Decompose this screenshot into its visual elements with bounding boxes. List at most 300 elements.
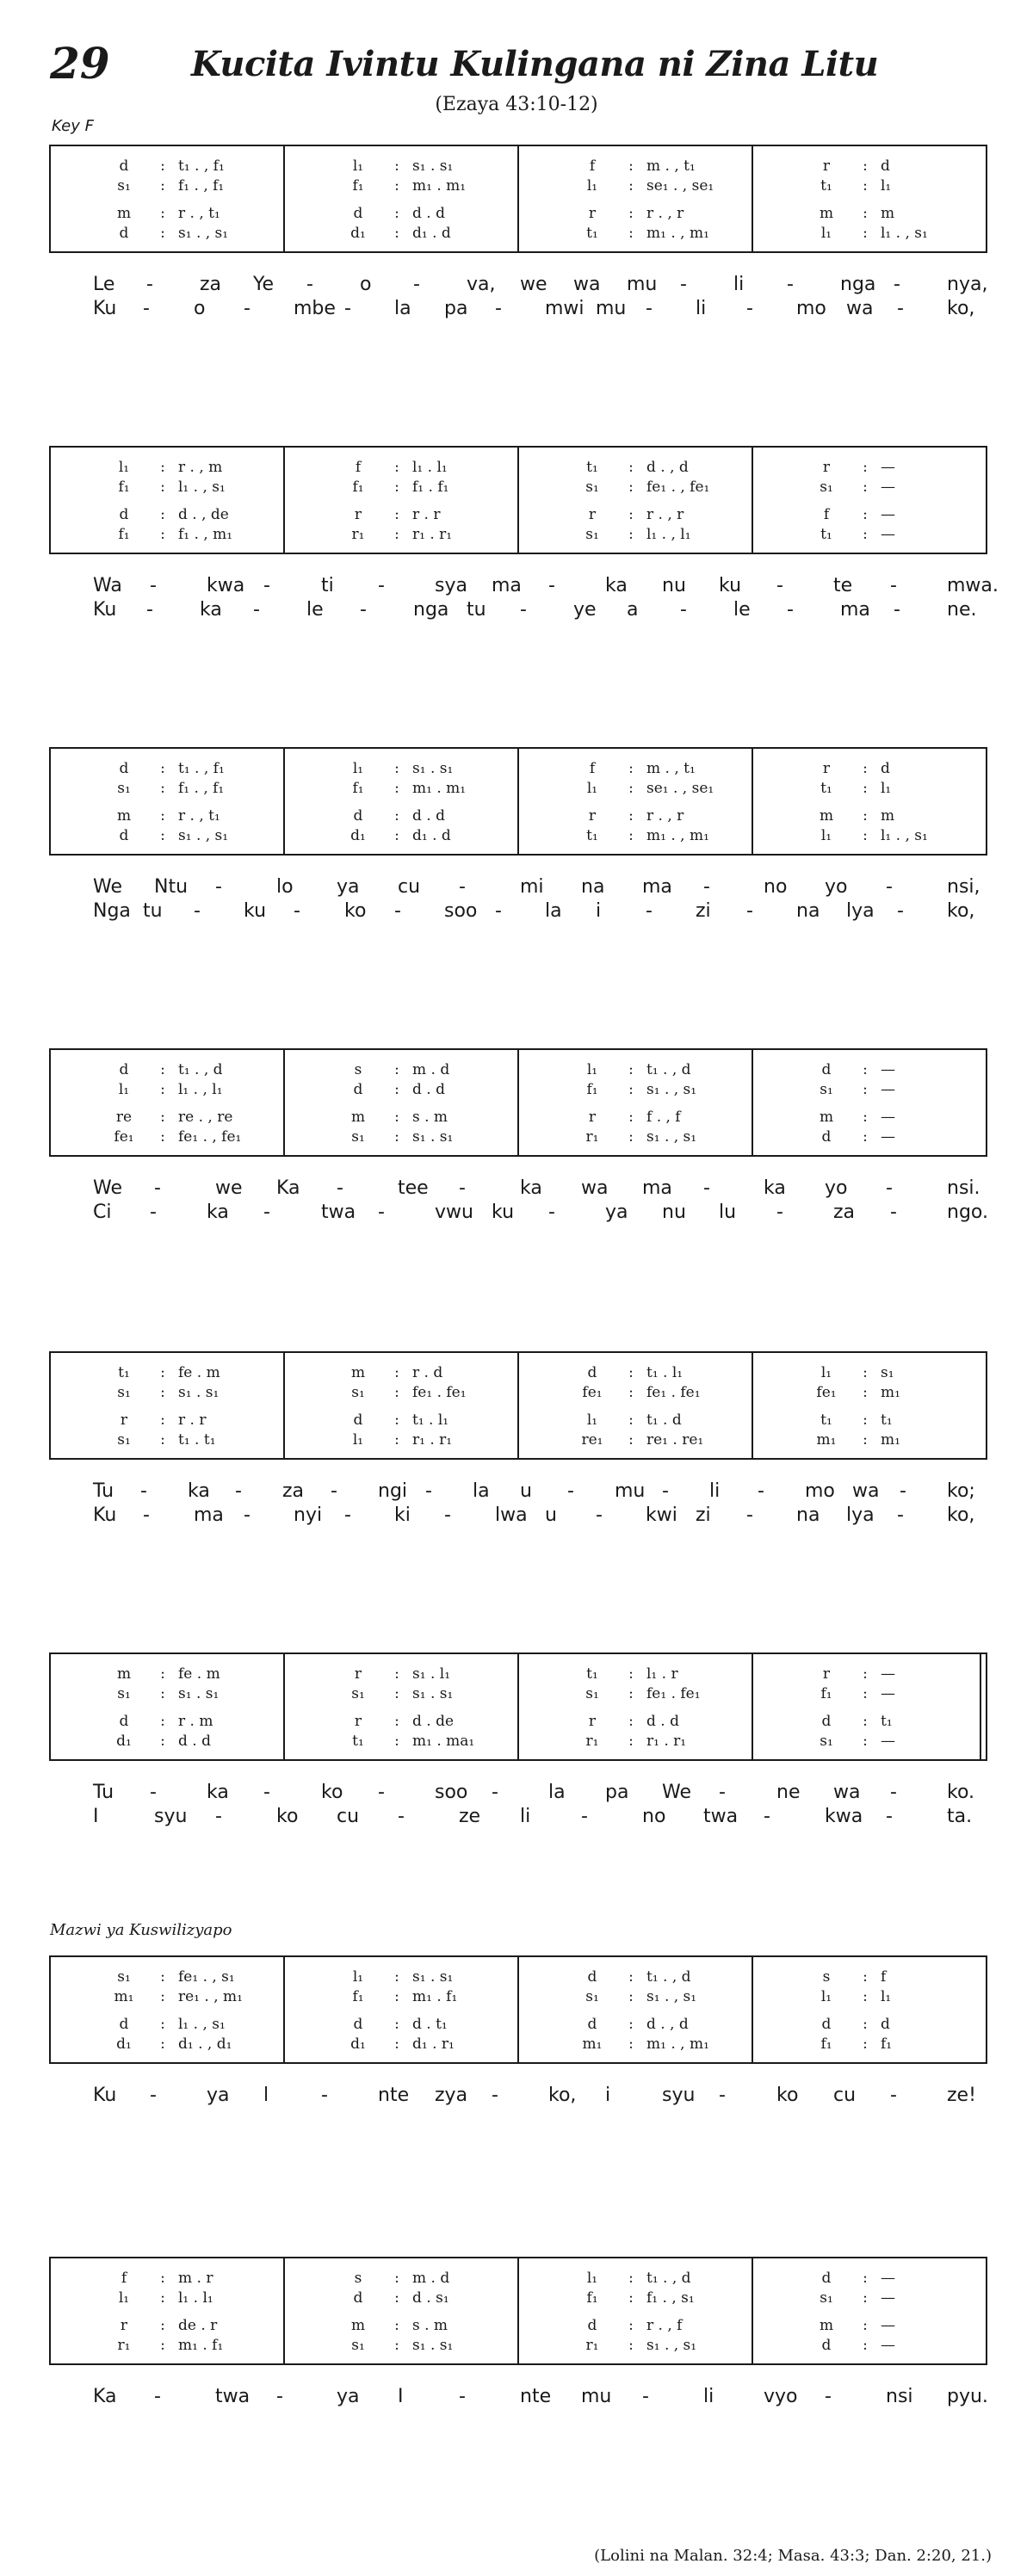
beat-separator: : <box>160 1081 165 1098</box>
score-box <box>49 1955 987 2064</box>
voice-part <box>285 1967 517 1987</box>
beat-separator: : <box>394 1109 399 1126</box>
voice-part <box>519 504 752 525</box>
sol-fa-note: s₁ <box>351 1384 365 1401</box>
syllable-hyphen: - <box>776 575 783 596</box>
sol-fa-note: m <box>116 1665 132 1683</box>
sol-fa-note: m₁ <box>881 1431 900 1449</box>
sol-fa-note: m₁ <box>582 2035 603 2053</box>
lyric-syllable: ya <box>207 2085 230 2106</box>
lyric-syllable: nu <box>662 1202 686 1223</box>
voice-part <box>51 223 283 244</box>
lyric-line <box>0 1176 1033 1202</box>
voice-part <box>753 524 986 545</box>
sol-fa-note: d . d <box>646 1713 679 1730</box>
lyric-syllable: le <box>306 599 324 621</box>
syllable-hyphen: - <box>394 900 401 922</box>
sol-fa-note: d . , d <box>646 2016 689 2033</box>
beat-separator: : <box>863 827 868 844</box>
syllable-hyphen: - <box>253 599 260 621</box>
score-box <box>49 1351 987 1460</box>
sol-fa-note: — <box>881 2289 895 2307</box>
voice-part <box>753 1683 986 1704</box>
lyric-syllable: nga <box>413 599 449 621</box>
sol-fa-note: t₁ . , d <box>646 1968 691 1986</box>
lyric-syllable: We <box>93 1177 122 1199</box>
voice-part <box>753 223 986 244</box>
syllable-hyphen: - <box>154 2386 161 2407</box>
sol-fa-note: — <box>881 1061 895 1078</box>
lyric-syllable: la <box>548 1782 566 1803</box>
beat-separator: : <box>394 2035 399 2053</box>
voice-part <box>51 1410 283 1430</box>
lyric-syllable: ku <box>492 1202 515 1223</box>
sol-fa-note: r <box>822 760 831 777</box>
voice-part <box>285 176 517 196</box>
beat-separator: : <box>628 177 634 195</box>
voice-part <box>519 1986 752 2007</box>
syllable-hyphen: - <box>642 2386 649 2407</box>
sol-fa-note: f₁ . , f₁ <box>178 177 225 195</box>
lyric-syllable: ma <box>642 1177 672 1199</box>
sol-fa-note: d <box>587 1364 597 1381</box>
syllable-hyphen: - <box>398 1806 405 1827</box>
syllable-hyphen: - <box>746 900 753 922</box>
syllable-hyphen: - <box>244 1504 251 1526</box>
beat-separator: : <box>863 177 868 195</box>
voice-part <box>51 2288 283 2308</box>
measure <box>51 448 283 553</box>
lyric-syllable: twa <box>321 1202 356 1223</box>
sol-fa-note: m₁ . m₁ <box>412 780 467 797</box>
sol-fa-note: f₁ <box>352 780 364 797</box>
sol-fa-note: s₁ <box>820 1081 833 1098</box>
music-system <box>0 446 1033 635</box>
beat-separator: : <box>628 2289 634 2307</box>
sol-fa-note: r₁ <box>585 1128 599 1146</box>
beat-separator: : <box>160 1988 165 2005</box>
sol-fa-note: m . d <box>412 2270 450 2287</box>
voice-part <box>753 758 986 779</box>
syllable-hyphen: - <box>492 1782 498 1803</box>
beat-separator: : <box>394 506 399 523</box>
voice-part <box>285 758 517 779</box>
lyric-syllable: ko, <box>548 2085 577 2106</box>
voice-part <box>519 1430 752 1450</box>
syllable-hyphen: - <box>459 1177 466 1199</box>
lyric-syllable: wa <box>852 1480 880 1502</box>
lyric-syllable: Ci <box>93 1202 112 1223</box>
sol-fa-note: l₁ <box>881 780 892 797</box>
voice-part <box>51 1683 283 1704</box>
sol-fa-note: fe₁ . fe₁ <box>646 1685 701 1702</box>
score-box <box>49 1048 987 1157</box>
lyric-syllable: nte <box>520 2386 552 2407</box>
beat-separator: : <box>160 205 165 222</box>
syllable-hyphen: - <box>886 1806 893 1827</box>
sol-fa-note: f₁ <box>586 1081 598 1098</box>
sol-fa-note: t₁ <box>586 459 598 476</box>
syllable-hyphen: - <box>321 2085 328 2106</box>
sol-fa-note: r <box>822 158 831 175</box>
voice-part <box>285 2268 517 2289</box>
sol-fa-note: t₁ <box>118 1364 130 1381</box>
beat-separator: : <box>160 2016 165 2033</box>
voice-part <box>519 1683 752 1704</box>
lyric-syllable: yo <box>825 1177 848 1199</box>
beat-separator: : <box>394 1733 399 1750</box>
lyric-syllable: ti <box>321 575 334 596</box>
voice-part <box>285 223 517 244</box>
sol-fa-note: fe₁ . , s₁ <box>178 1968 235 1986</box>
voice-part <box>51 2335 283 2356</box>
voice-part <box>51 1362 283 1383</box>
sol-fa-note: de . r <box>178 2317 218 2334</box>
voice-part <box>519 2335 752 2356</box>
beat-separator: : <box>863 2289 868 2307</box>
lyric-syllable: Nga <box>93 900 131 922</box>
voice-part <box>285 1079 517 1100</box>
lyric-syllable: li <box>733 274 745 295</box>
lyric-syllable: soo <box>444 900 478 922</box>
sol-fa-note: d . , de <box>178 506 229 523</box>
score-box <box>49 2257 987 2365</box>
lyric-syllable: cu <box>398 876 421 898</box>
lyric-syllable: za <box>833 1202 856 1223</box>
voice-part <box>519 203 752 224</box>
beat-separator: : <box>628 1733 634 1750</box>
syllable-hyphen: - <box>719 2085 726 2106</box>
sol-fa-note: r <box>588 1713 597 1730</box>
beat-separator: : <box>863 526 868 543</box>
voice-part <box>753 778 986 799</box>
sol-fa-note: r . d <box>412 1364 443 1381</box>
syllable-hyphen: - <box>459 2386 466 2407</box>
beat-separator: : <box>628 1988 634 2005</box>
sol-fa-note: s <box>822 1968 831 1986</box>
sol-fa-note: m₁ . f₁ <box>178 2337 224 2354</box>
sol-fa-note: fe₁ <box>816 1384 837 1401</box>
sol-fa-note: r <box>120 2317 128 2334</box>
measure <box>519 1353 752 1458</box>
lyric-syllable: ngi <box>378 1480 408 1502</box>
sol-fa-note: t₁ <box>820 526 832 543</box>
sol-fa-note: l₁ <box>586 1412 598 1429</box>
lyric-syllable: nyi <box>294 1504 323 1526</box>
beat-separator: : <box>863 1713 868 1730</box>
lyric-line <box>0 1780 1033 1806</box>
beat-separator: : <box>628 1713 634 1730</box>
sol-fa-note: l₁ . , l₁ <box>178 1081 223 1098</box>
sol-fa-note: s₁ <box>881 1364 894 1381</box>
sol-fa-note: — <box>881 1128 895 1146</box>
lyric-line <box>0 296 1033 322</box>
sol-fa-note: — <box>881 1109 895 1126</box>
lyric-syllable: kwi <box>646 1504 677 1526</box>
lyric-syllable: Ye <box>253 274 275 295</box>
lyric-syllable: nu <box>662 575 686 596</box>
beat-separator: : <box>160 2317 165 2334</box>
lyric-syllable: nsi <box>886 2386 913 2407</box>
sol-fa-note: — <box>881 506 895 523</box>
sol-fa-note: t₁ <box>586 225 598 242</box>
lyric-syllable: ki <box>394 1504 411 1526</box>
syllable-hyphen: - <box>567 1480 574 1502</box>
beat-separator: : <box>160 780 165 797</box>
lyric-syllable: ya <box>605 1202 628 1223</box>
lyric-syllable: na <box>796 1504 820 1526</box>
beat-separator: : <box>628 459 634 476</box>
sol-fa-note: d <box>821 1128 832 1146</box>
syllable-hyphen: - <box>263 575 270 596</box>
syllable-hyphen: - <box>886 876 893 898</box>
beat-separator: : <box>160 2270 165 2287</box>
sol-fa-note: r . r <box>178 1412 207 1429</box>
lyric-line <box>0 2384 1033 2410</box>
measure <box>285 1654 517 1759</box>
sol-fa-note: t₁ . l₁ <box>412 1412 449 1429</box>
voice-part <box>285 806 517 826</box>
voice-part <box>519 223 752 244</box>
syllable-hyphen: - <box>890 2085 897 2106</box>
syllable-hyphen: - <box>897 298 904 319</box>
beat-separator: : <box>160 177 165 195</box>
lyric-syllable: vyo <box>764 2386 798 2407</box>
voice-part <box>753 477 986 497</box>
lyric-line <box>0 2083 1033 2109</box>
sol-fa-note: m₁ . ma₁ <box>412 1733 475 1750</box>
syllable-hyphen: - <box>146 599 153 621</box>
sol-fa-note: f₁ . , f₁ <box>178 780 225 797</box>
beat-separator: : <box>863 479 868 496</box>
syllable-hyphen: - <box>520 599 527 621</box>
lyric-syllable: la <box>545 900 562 922</box>
lyric-syllable: o <box>360 274 372 295</box>
sol-fa-note: s₁ . s₁ <box>178 1384 220 1401</box>
lyric-syllable: Wa <box>93 575 122 596</box>
sol-fa-note: s₁ . , s₁ <box>646 1081 697 1098</box>
sol-fa-note: d <box>353 2289 363 2307</box>
voice-part <box>753 156 986 176</box>
sol-fa-note: s₁ . s₁ <box>412 760 454 777</box>
voice-part <box>285 1362 517 1383</box>
beat-separator: : <box>863 1412 868 1429</box>
sol-fa-note: l₁ <box>352 1968 364 1986</box>
beat-separator: : <box>394 2337 399 2354</box>
beat-separator: : <box>394 2317 399 2334</box>
beat-separator: : <box>863 807 868 825</box>
sol-fa-note: l₁ . , l₁ <box>646 526 691 543</box>
hymn-title: Kucita Ivintu Kulingana ni Zina Litu <box>191 44 879 84</box>
sol-fa-note: s₁ <box>117 1968 131 1986</box>
sol-fa-note: f₁ . , s₁ <box>646 2289 695 2307</box>
beat-separator: : <box>394 158 399 175</box>
beat-separator: : <box>394 1968 399 1986</box>
sol-fa-note: fe . m <box>178 1665 220 1683</box>
beat-separator: : <box>628 807 634 825</box>
syllable-hyphen: - <box>890 1202 897 1223</box>
measure <box>519 1050 752 1155</box>
measure <box>753 1050 986 1155</box>
beat-separator: : <box>628 2270 634 2287</box>
sol-fa-note: l₁ <box>820 827 832 844</box>
sol-fa-note: d . d <box>178 1733 211 1750</box>
sol-fa-note: r₁ . r₁ <box>412 526 453 543</box>
beat-separator: : <box>863 1109 868 1126</box>
sol-fa-note: f₁ <box>352 479 364 496</box>
sol-fa-note: d <box>587 2317 597 2334</box>
beat-separator: : <box>863 1988 868 2005</box>
syllable-hyphen: - <box>581 1806 588 1827</box>
lyric-syllable: ta. <box>947 1806 973 1827</box>
sol-fa-note: r <box>588 1109 597 1126</box>
sol-fa-note: d <box>353 807 363 825</box>
syllable-hyphen: - <box>680 274 687 295</box>
beat-separator: : <box>863 225 868 242</box>
voice-part <box>51 778 283 799</box>
sol-fa-note: — <box>881 479 895 496</box>
sol-fa-note: d . de <box>412 1713 455 1730</box>
voice-part <box>51 457 283 478</box>
voice-part <box>51 1079 283 1100</box>
beat-separator: : <box>160 827 165 844</box>
music-system <box>0 2257 1033 2446</box>
sol-fa-note: l₁ <box>118 459 130 476</box>
syllable-hyphen: - <box>294 900 300 922</box>
beat-separator: : <box>394 205 399 222</box>
lyric-syllable: zi <box>696 900 711 922</box>
beat-separator: : <box>160 2035 165 2053</box>
lyric-syllable: twa <box>703 1806 739 1827</box>
syllable-hyphen: - <box>894 274 900 295</box>
beat-separator: : <box>863 1081 868 1098</box>
measure <box>285 1957 517 2062</box>
syllable-hyphen: - <box>890 1782 897 1803</box>
sol-fa-note: t₁ . l₁ <box>646 1364 684 1381</box>
syllable-hyphen: - <box>787 274 794 295</box>
voice-part <box>51 1711 283 1732</box>
syllable-hyphen: - <box>703 876 710 898</box>
sol-fa-note: s₁ . s₁ <box>412 158 454 175</box>
sol-fa-note: d <box>353 1412 363 1429</box>
voice-part <box>285 457 517 478</box>
beat-separator: : <box>628 2016 634 2033</box>
lyric-syllable: ko, <box>947 1504 975 1526</box>
sol-fa-note: d . d <box>412 205 445 222</box>
lyric-syllable: Tu <box>93 1782 114 1803</box>
lyric-syllable: ka <box>605 575 628 596</box>
voice-part <box>519 1079 752 1100</box>
lyric-syllable: mu <box>627 274 658 295</box>
sol-fa-note: s₁ . , s₁ <box>178 827 229 844</box>
voice-part <box>519 2288 752 2308</box>
voice-part <box>285 778 517 799</box>
sol-fa-note: s . m <box>412 2317 448 2334</box>
sol-fa-note: fe₁ . , fe₁ <box>646 479 710 496</box>
sol-fa-note: s₁ <box>351 2337 365 2354</box>
syllable-hyphen: - <box>150 575 157 596</box>
beat-separator: : <box>863 1364 868 1381</box>
sol-fa-note: m₁ . , m₁ <box>646 827 709 844</box>
sol-fa-note: d <box>821 1713 832 1730</box>
sol-fa-note: m <box>881 807 895 825</box>
sol-fa-note: s₁ <box>117 1685 131 1702</box>
lyric-syllable: lu <box>719 1202 737 1223</box>
beat-separator: : <box>394 2270 399 2287</box>
sol-fa-note: — <box>881 1665 895 1683</box>
lyric-syllable: ze! <box>947 2085 976 2106</box>
beat-separator: : <box>394 1988 399 2005</box>
beat-separator: : <box>863 760 868 777</box>
sol-fa-note: d <box>119 225 129 242</box>
beat-separator: : <box>394 459 399 476</box>
lyric-syllable: tu <box>467 599 486 621</box>
syllable-hyphen: - <box>263 1782 270 1803</box>
syllable-hyphen: - <box>495 298 502 319</box>
sol-fa-note: s₁ <box>585 479 599 496</box>
score-box <box>49 747 987 856</box>
voice-part <box>285 1059 517 1080</box>
beat-separator: : <box>160 526 165 543</box>
voice-part <box>753 1079 986 1100</box>
sol-fa-note: d <box>353 2016 363 2033</box>
sol-fa-note: m₁ . f₁ <box>412 1988 458 2005</box>
lyric-syllable: wa <box>573 274 601 295</box>
lyric-line <box>0 899 1033 924</box>
lyric-syllable: u <box>545 1504 557 1526</box>
lyric-syllable: mo <box>796 298 826 319</box>
syllable-hyphen: - <box>331 1480 337 1502</box>
voice-part <box>519 758 752 779</box>
beat-separator: : <box>394 760 399 777</box>
beat-separator: : <box>394 1412 399 1429</box>
voice-part <box>285 1127 517 1147</box>
measure <box>519 448 752 553</box>
sol-fa-note: — <box>881 1081 895 1098</box>
sol-fa-note: s₁ <box>585 1685 599 1702</box>
beat-separator: : <box>160 479 165 496</box>
sol-fa-note: m . r <box>178 2270 213 2287</box>
sol-fa-note: s₁ <box>820 2289 833 2307</box>
lyric-line <box>0 874 1033 900</box>
syllable-hyphen: - <box>215 1806 222 1827</box>
beat-separator: : <box>160 1713 165 1730</box>
measure <box>51 1654 283 1759</box>
sol-fa-note: f . , f <box>646 1109 681 1126</box>
syllable-hyphen: - <box>495 900 502 922</box>
sol-fa-note: fe₁ <box>114 1128 134 1146</box>
beat-separator: : <box>394 1665 399 1683</box>
sol-fa-note: m <box>116 807 132 825</box>
syllable-hyphen: - <box>276 2386 283 2407</box>
beat-separator: : <box>628 827 634 844</box>
sol-fa-note: fe₁ . fe₁ <box>412 1384 467 1401</box>
sol-fa-note: — <box>881 526 895 543</box>
syllable-hyphen: - <box>894 599 900 621</box>
beat-separator: : <box>160 1109 165 1126</box>
sol-fa-note: f₁ <box>586 2289 598 2307</box>
lyric-syllable: la <box>394 298 411 319</box>
measure <box>51 146 283 251</box>
voice-part <box>753 1362 986 1383</box>
voice-part <box>51 1430 283 1450</box>
sol-fa-note: r₁ . r₁ <box>646 1733 687 1750</box>
beat-separator: : <box>628 2317 634 2334</box>
beat-separator: : <box>628 479 634 496</box>
voice-part <box>519 1059 752 1080</box>
sol-fa-note: f <box>881 1968 887 1986</box>
score-box <box>49 145 987 253</box>
